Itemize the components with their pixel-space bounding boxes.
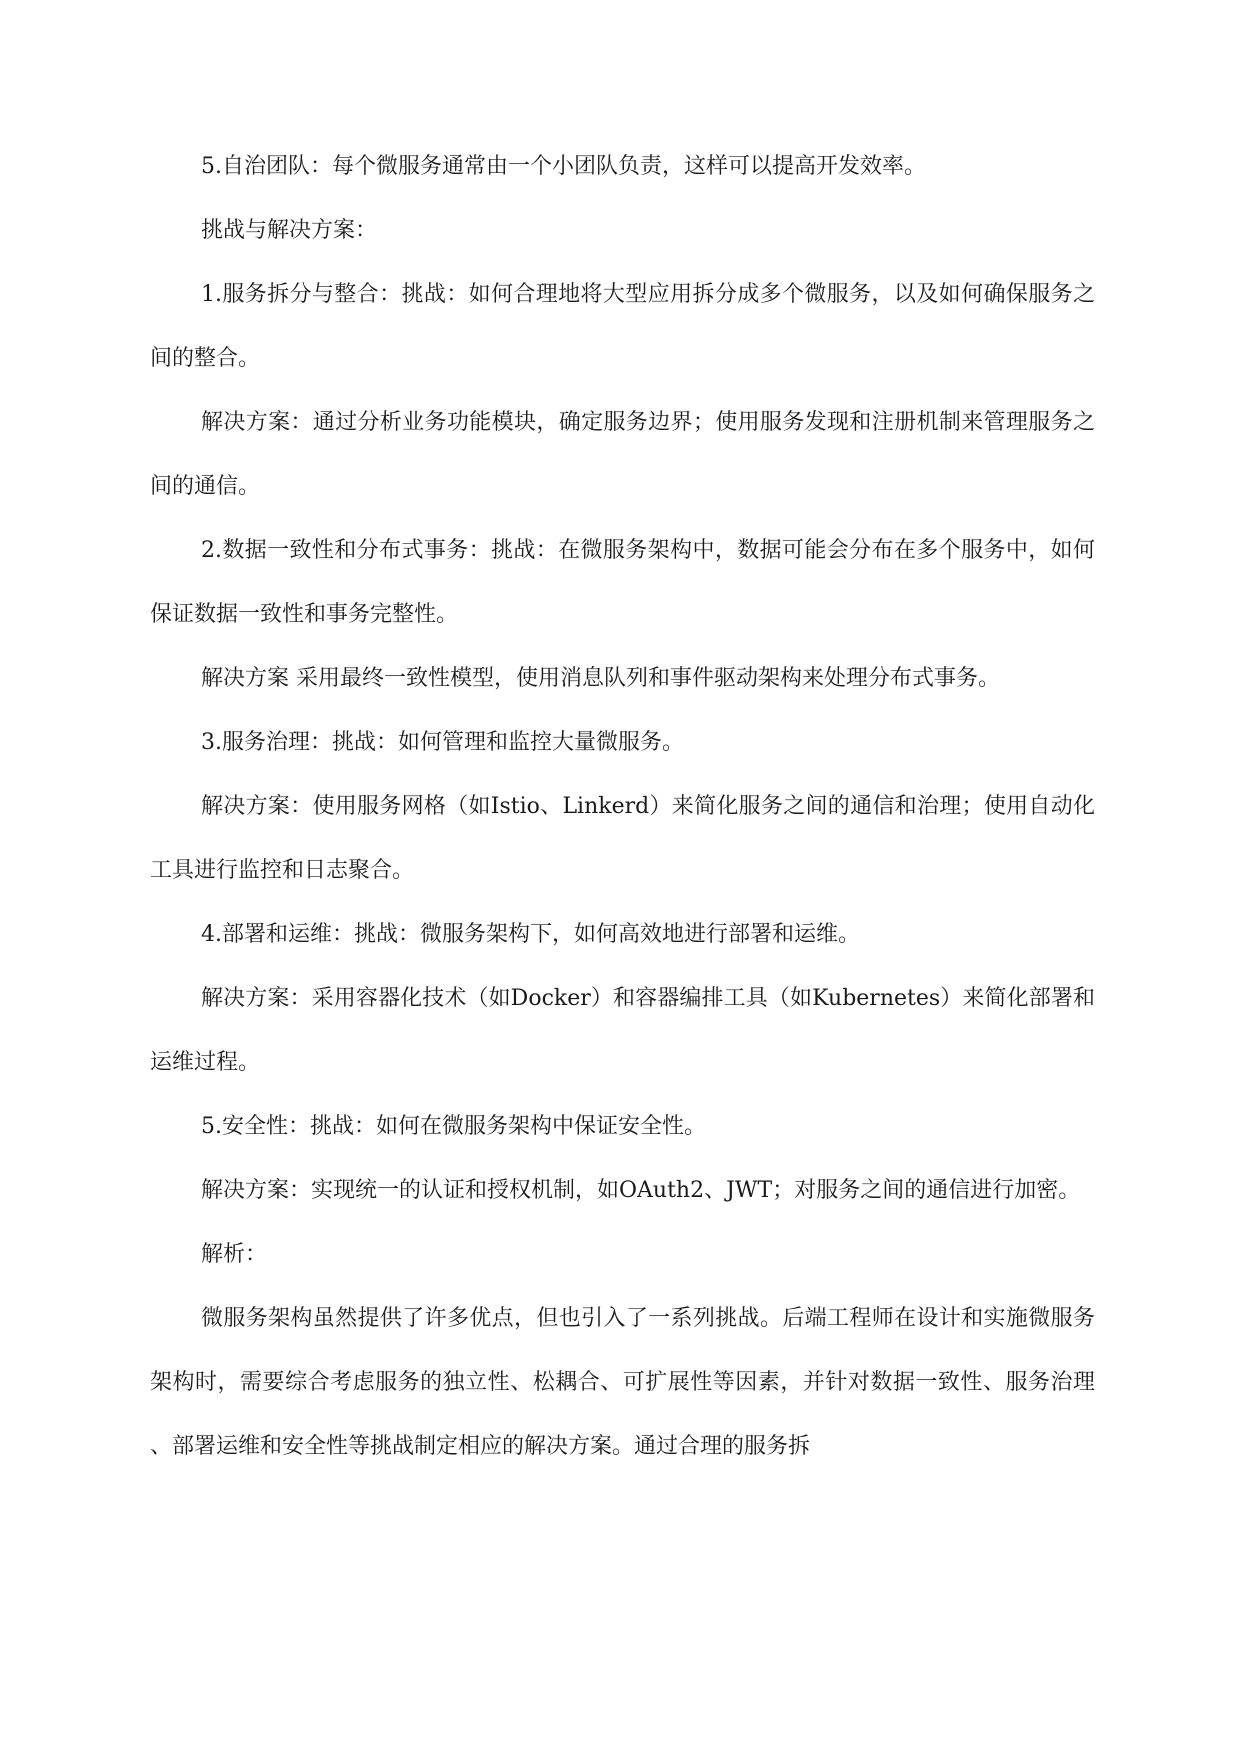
paragraph-deployment-solution: 解决方案：采用容器化技术（如Docker）和容器编排工具（如Kubernetes）来简化部署和运维过程。 xyxy=(150,986,1095,1075)
paragraph-security-challenge: 5.安全性：挑战：如何在微服务架构中保证安全性。 xyxy=(201,1114,706,1139)
paragraph-deployment-challenge: 4.部署和运维：挑战：微服务架构下，如何高效地进行部署和运维。 xyxy=(201,922,860,947)
document-page xyxy=(150,135,1095,1479)
paragraph-autonomous-team: 5.自治团队：每个微服务通常由一个小团队负责，这样可以提高开发效率。 xyxy=(201,154,926,179)
paragraph-service-split-solution: 解决方案：通过分析业务功能模块，确定服务边界；使用服务发现和注册机制来管理服务之间的通信。 xyxy=(150,410,1095,499)
paragraph-security-solution: 解决方案：实现统一的认证和授权机制，如OAuth2、JWT；对服务之间的通信进行加密。 xyxy=(201,1178,1081,1203)
paragraph-governance-challenge: 3.服务治理：挑战：如何管理和监控大量微服务。 xyxy=(201,730,684,755)
paragraph-challenges-heading: 挑战与解决方案： xyxy=(201,218,378,243)
paragraph-data-consistency-solution: 解决方案 采用最终一致性模型，使用消息队列和事件驱动架构来处理分布式事务。 xyxy=(201,666,1000,691)
paragraph-governance-solution: 解决方案：使用服务网格（如Istio、Linkerd）来简化服务之间的通信和治理；使用自动化工具进行监控和日志聚合。 xyxy=(150,794,1095,883)
paragraph-service-split-challenge: 1.服务拆分与整合：挑战：如何合理地将大型应用拆分成多个微服务，以及如何确保服务之间的整合。 xyxy=(150,282,1095,371)
paragraph-analysis-heading: 解析： xyxy=(201,1242,268,1267)
paragraph-analysis-body: 微服务架构虽然提供了许多优点，但也引入了一系列挑战。后端工程师在设计和实施微服务架构时，需要综合考虑服务的独立性、松耦合、可扩展性等因素，并针对数据一致性、服务治理、部署运维和安全性等挑战制定相应的解决方案。通过合理的服务拆 xyxy=(150,1306,1095,1459)
paragraph-data-consistency-challenge: 2.数据一致性和分布式事务：挑战：在微服务架构中，数据可能会分布在多个服务中，如何保证数据一致性和事务完整性。 xyxy=(150,538,1095,627)
